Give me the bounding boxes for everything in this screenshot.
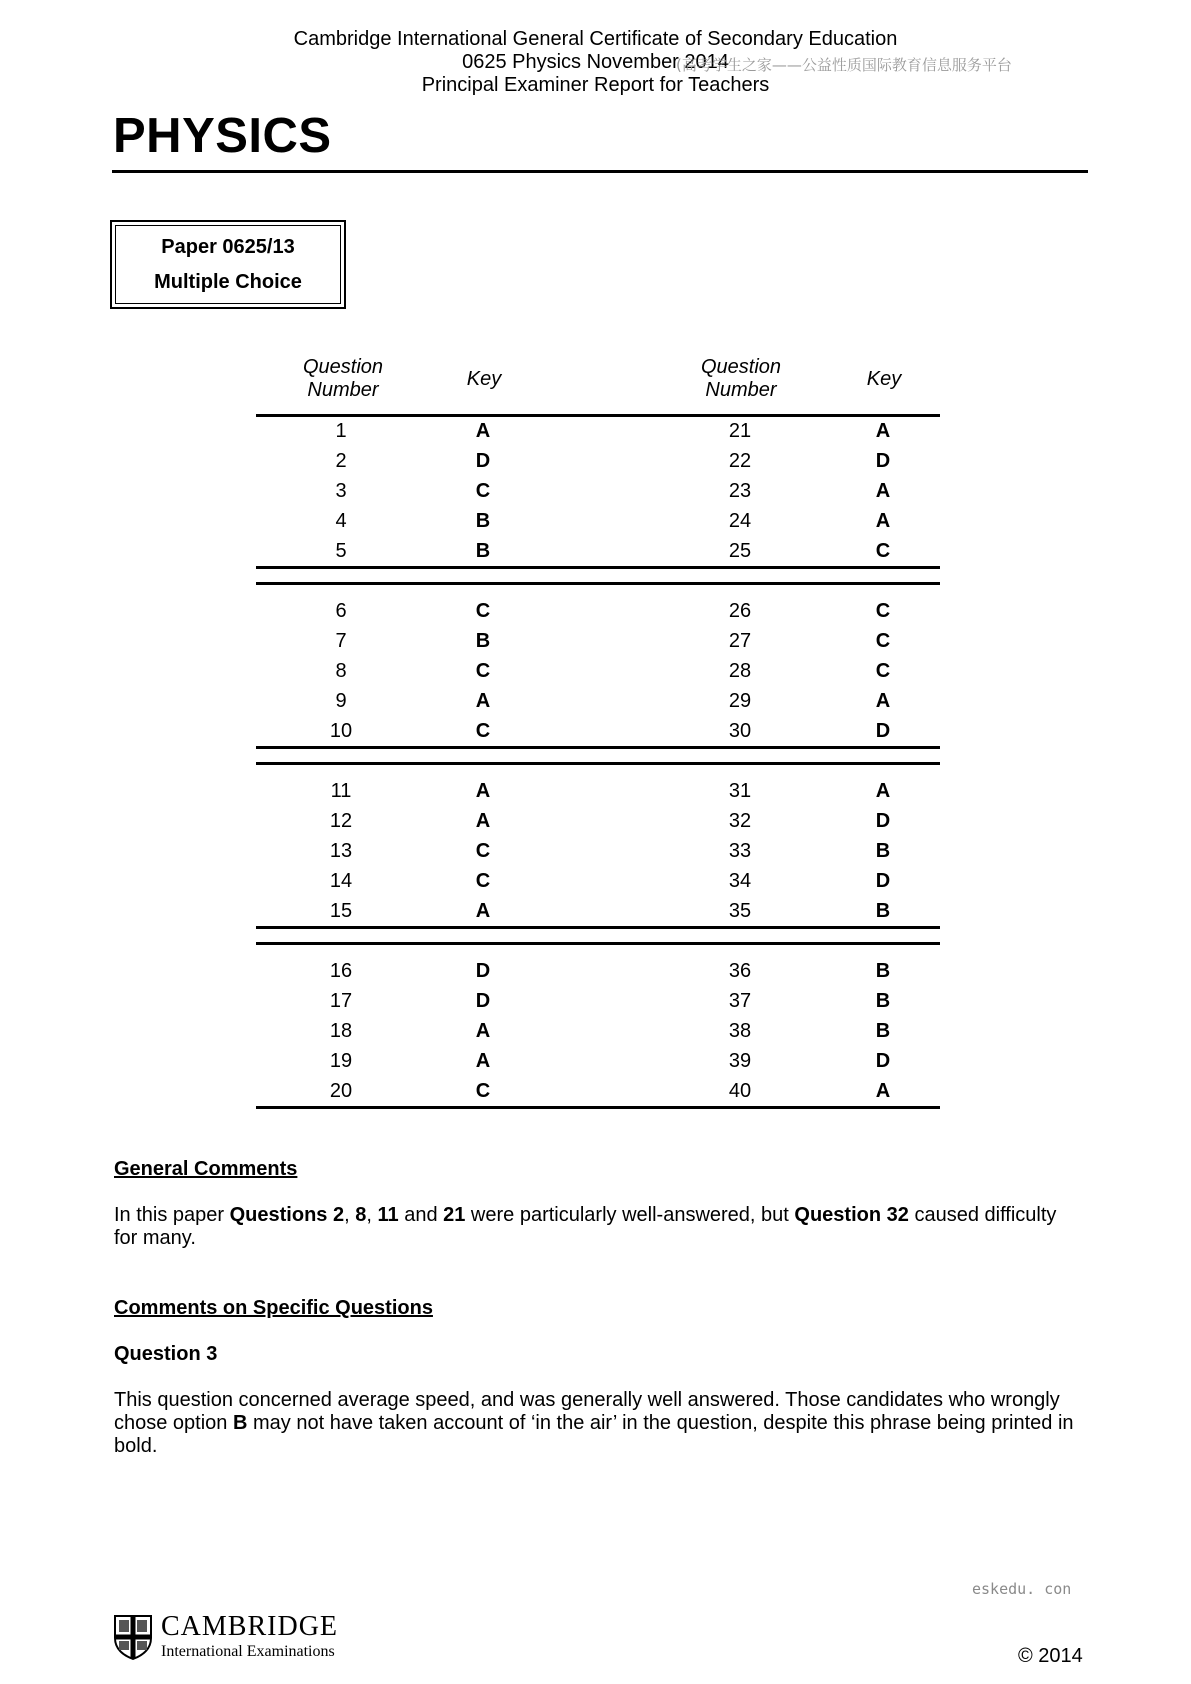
specific-comments-heading: Comments on Specific Questions [114,1297,433,1319]
header-line-3: Principal Examiner Report for Teachers [421,74,770,96]
answer-key: C [475,480,491,502]
text: , [344,1204,356,1226]
bold-text: Questions 2 [229,1204,345,1226]
question-number: 10 [329,720,353,742]
page-title: PHYSICS [113,109,332,163]
answer-key: C [475,660,491,682]
question-number: 35 [728,900,752,922]
answer-key: D [875,1050,891,1072]
header-question-number-left [283,356,403,402]
header-line-1: Cambridge International General Certificate of Secondary Education [293,28,898,50]
text: and [398,1204,444,1226]
answer-key: A [875,420,891,442]
question-number: 6 [335,600,347,622]
answer-key: D [875,450,891,472]
table-header-rule [256,414,940,417]
answer-key: D [875,810,891,832]
question-number: 7 [335,630,347,652]
question-number: 29 [728,690,752,712]
question-number: 26 [728,600,752,622]
header-key-right: Key [866,368,902,390]
question-number: 4 [335,510,347,532]
bold-text: 8 [355,1204,367,1226]
logo-subtitle: International Examinations [161,1643,335,1660]
answer-key: B [875,840,891,862]
copyright: © 2014 [1018,1645,1083,1667]
header-question-line2: Number [705,379,777,401]
answer-key: C [875,630,891,652]
question-number: 24 [728,510,752,532]
answer-key: A [875,480,891,502]
answer-key: A [875,690,891,712]
header-key-left: Key [466,368,502,390]
paper-code: Paper 0625/13 [161,236,295,258]
question-number: 27 [728,630,752,652]
text: In this paper [114,1204,230,1226]
group-bottom-rule [256,746,940,749]
question-number: 1 [335,420,347,442]
site-watermark: eskedu. con [972,1580,1072,1598]
question-number: 17 [329,990,353,1012]
answer-key: A [475,1020,491,1042]
answer-key: B [875,900,891,922]
question-number: 20 [329,1080,353,1102]
answer-key: A [875,780,891,802]
header-question-line1: Question [302,356,384,378]
group-bottom-rule [256,1106,940,1109]
answer-key: B [875,1020,891,1042]
question-number: 38 [728,1020,752,1042]
answer-key: D [475,960,491,982]
question-number: 12 [329,810,353,832]
group-top-rule [256,582,940,585]
question-number: 33 [728,840,752,862]
answer-key: B [875,990,891,1012]
bold-text: 21 [443,1204,466,1226]
question-number: 8 [335,660,347,682]
text: caused difficulty for many. [114,1204,1057,1249]
watermark-text: (高考学生之家——公益性质国际教育信息服务平台 [676,56,1012,74]
answer-key: B [475,510,491,532]
question-number: 14 [329,870,353,892]
answer-key: C [475,840,491,862]
answer-key: B [875,960,891,982]
question-number: 31 [728,780,752,802]
group-bottom-rule [256,926,940,929]
answer-key: C [475,870,491,892]
answer-key: C [875,660,891,682]
answer-key: C [875,600,891,622]
answer-key: A [475,900,491,922]
answer-key: D [875,720,891,742]
bold-text: B [232,1412,248,1434]
general-comments-paragraph [114,1204,1084,1250]
question-number: 5 [335,540,347,562]
answer-key: B [475,630,491,652]
question-number: 28 [728,660,752,682]
question-3-paragraph [114,1389,1084,1458]
header-line-2: 0625 Physics November 2014 [462,51,729,73]
bold-text: Question 32 [794,1204,909,1226]
answer-key: C [475,600,491,622]
question-number: 23 [728,480,752,502]
text: may not have taken account of ‘in the air’ in the question, despite this phrase being printed in bold. [114,1412,1074,1457]
text: This question concerned average speed, and was generally well answered. Those candidates who wrongly chose option [114,1389,1060,1434]
question-number: 18 [329,1020,353,1042]
shield-icon [113,1614,153,1660]
group-bottom-rule [256,566,940,569]
question-number: 37 [728,990,752,1012]
question-number: 32 [728,810,752,832]
text: were particularly well-answered, but [465,1204,795,1226]
question-number: 13 [329,840,353,862]
question-number: 34 [728,870,752,892]
question-number: 36 [728,960,752,982]
question-number: 30 [728,720,752,742]
question-number: 39 [728,1050,752,1072]
answer-key: A [475,420,491,442]
question-number: 16 [329,960,353,982]
answer-key: A [875,510,891,532]
group-top-rule [256,762,940,765]
question-number: 21 [728,420,752,442]
answer-key: A [475,780,491,802]
question-number: 3 [335,480,347,502]
question-number: 22 [728,450,752,472]
question-number: 25 [728,540,752,562]
question-number: 2 [335,450,347,472]
header-question-line1: Question [700,356,782,378]
answer-key: D [475,450,491,472]
logo-wordmark: CAMBRIDGE [161,1611,339,1642]
header-question-number-right [681,356,801,402]
answer-key: A [875,1080,891,1102]
general-comments-heading: General Comments [114,1158,298,1180]
text: , [366,1204,378,1226]
answer-key: A [475,810,491,832]
header-question-line2: Number [307,379,379,401]
answer-key: A [475,1050,491,1072]
cambridge-logo [113,1611,373,1662]
answer-key: B [475,540,491,562]
group-top-rule [256,942,940,945]
answer-key: D [875,870,891,892]
question-number: 19 [329,1050,353,1072]
question-number: 40 [728,1080,752,1102]
answer-key: A [475,690,491,712]
answer-key: C [475,720,491,742]
bold-text: 11 [377,1204,399,1226]
answer-key: D [475,990,491,1012]
paper-type: Multiple Choice [154,271,302,293]
question-number: 9 [335,690,347,712]
question-3-heading: Question 3 [114,1343,218,1365]
answer-key: C [875,540,891,562]
question-number: 11 [330,780,352,802]
question-number: 15 [329,900,353,922]
answer-key: C [475,1080,491,1102]
